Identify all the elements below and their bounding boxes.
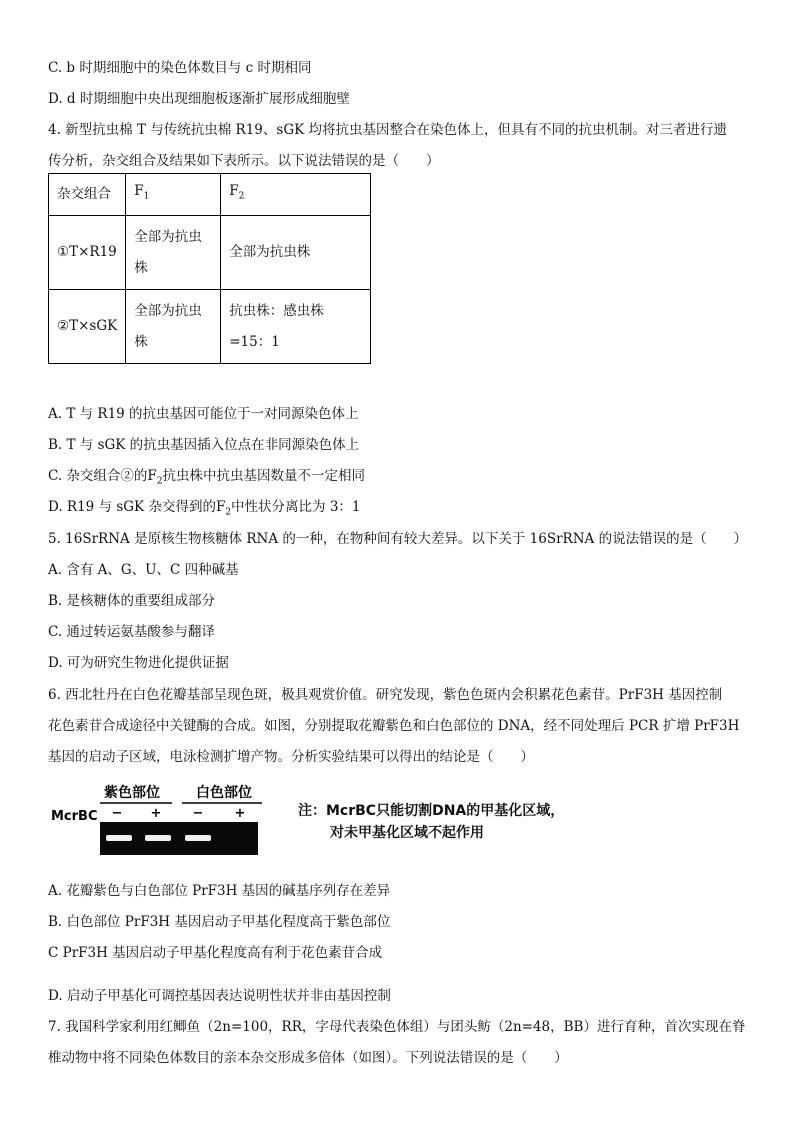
q6-option-d: D. 启动子甲基化可调控基因表达说明性状并非由基因控制 bbox=[48, 988, 391, 1004]
q4-option-c: C. 杂交组合②的$F_2$抗虫株中抗虫基因数量不一定相同 bbox=[48, 468, 366, 487]
table-header: $F_1$ bbox=[126, 174, 221, 216]
q7-stem-line2: 椎动物中将不同染色体数目的亲本杂交形成多倍体（如图）。下列说法错误的是（ ） bbox=[48, 1050, 568, 1066]
q4-option-d: D. R19 与 sGK 杂交得到的$F_2$中性状分离比为 3：1 bbox=[48, 499, 361, 518]
table-cell: 全部为抗虫 株 bbox=[126, 216, 221, 290]
q4-option-b: B. T 与 sGK 的抗虫基因插入位点在非同源染色体上 bbox=[48, 437, 360, 453]
q5-stem: 5. 16SrRNA 是原核生物核糖体 RNA 的一种，在物种间有较大差异。以下关于 16SrRNA 的说法错误的是（ ） bbox=[48, 531, 748, 547]
minus-sign: − bbox=[111, 806, 123, 821]
q5-option-c: C. 通过转运氨基酸参与翻译 bbox=[48, 624, 215, 640]
q6-stem-line1: 6. 西北牡丹在白色花瓣基部呈现色斑，极具观赏价值。研究发现，紫色色斑内会积累花色素苷。PrF3H 基因控制 bbox=[48, 687, 723, 703]
table-cell: 全部为抗虫 株 bbox=[126, 290, 221, 364]
electrophoresis-figure bbox=[50, 780, 270, 860]
q6-option-b: B. 白色部位 PrF3H 基因启动子甲基化程度高于紫色部位 bbox=[48, 914, 391, 930]
q6-stem-line3: 基因的启动子区域，电泳检测扩增产物。分析实验结果可以得出的结论是（ ） bbox=[48, 749, 534, 765]
purple-part-label: 紫色部位 bbox=[104, 785, 160, 801]
table-cell: 全部为抗虫株 bbox=[221, 216, 371, 290]
table-cell: ①T×R19 bbox=[49, 216, 126, 290]
q6-stem-line2: 花色素苷合成途径中关键酶的合成。如图，分别提取花瓣紫色和白色部位的 DNA，经不同处理后 PCR 扩增 PrF3H bbox=[48, 718, 740, 734]
q4-stem-line2: 传分析，杂交组合及结果如下表所示。以下说法错误的是（ ） bbox=[48, 153, 440, 169]
q6-option-c: C PrF3H 基因启动子甲基化程度高有利于花色素苷合成 bbox=[48, 945, 383, 961]
q7-stem-line1: 7. 我国科学家利用红鲫鱼（2n=100，RR，字母代表染色体组）与团头鲂（2n=48，BB）进行育种，首次实现在脊 bbox=[48, 1019, 746, 1035]
table-header: 杂交组合 bbox=[49, 174, 126, 216]
plus-sign: + bbox=[150, 806, 162, 821]
q3-option-d: D. d 时期细胞中央出现细胞板逐渐扩展形成细胞壁 bbox=[48, 91, 350, 107]
q5-option-a: A. 含有 A、G、U、C 四种碱基 bbox=[48, 562, 239, 578]
figure-note-line1: 注：McrBC只能切割DNA的甲基化区域， bbox=[298, 803, 565, 819]
gel-band bbox=[185, 835, 211, 841]
white-part-label: 白色部位 bbox=[196, 785, 252, 801]
table-row bbox=[49, 290, 371, 364]
mcrbc-label: McrBC bbox=[51, 809, 98, 824]
q5-option-d: D. 可为研究生物进化提供证据 bbox=[48, 655, 229, 671]
cross-table bbox=[48, 173, 371, 364]
table-header: $F_2$ bbox=[221, 174, 371, 216]
q4-option-a: A. T 与 R19 的抗虫基因可能位于一对同源染色体上 bbox=[48, 406, 359, 422]
minus-sign: − bbox=[192, 806, 204, 821]
table-row bbox=[49, 216, 371, 290]
q4-stem-line1: 4. 新型抗虫棉 T 与传统抗虫棉 R19、sGK 均将抗虫基因整合在染色体上，但具有不同的抗虫机制。对三者进行遗 bbox=[48, 122, 727, 138]
q6-option-a: A. 花瓣紫色与白色部位 PrF3H 基因的碱基序列存在差异 bbox=[48, 883, 391, 899]
plus-sign: + bbox=[234, 806, 246, 821]
q3-option-c: C. b 时期细胞中的染色体数目与 c 时期相同 bbox=[48, 60, 312, 76]
q5-option-b: B. 是核糖体的重要组成部分 bbox=[48, 593, 216, 609]
gel-band bbox=[145, 835, 171, 841]
table-cell: 抗虫株：感虫株 =15：1 bbox=[221, 290, 371, 364]
gel-band bbox=[106, 835, 132, 841]
table-cell: ②T×sGK bbox=[49, 290, 126, 364]
figure-note-line2: 对未甲基化区域不起作用 bbox=[330, 825, 484, 841]
